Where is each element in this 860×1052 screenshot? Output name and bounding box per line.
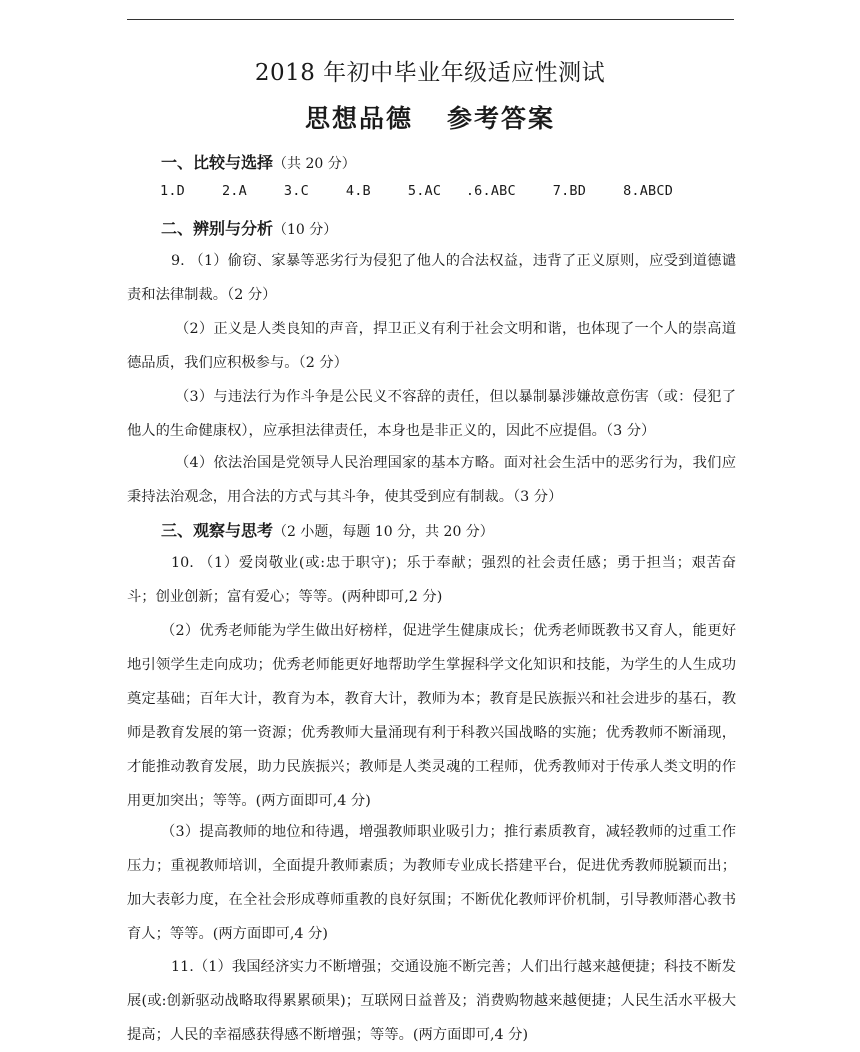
section-1-title: 一、比较与选择 <box>161 153 274 172</box>
answer-9-4: （4）依法治国是党领导人民治理国家的基本方略。面对社会生活中的恶劣行为，我们应秉持法治观念，用合法的方式与其斗争，使其受到应有制裁。（3 分） <box>127 455 736 505</box>
section-heading-2 <box>161 216 337 239</box>
section-1-note: （共 20 分） <box>273 156 356 172</box>
section-2-title: 二、辨别与分析 <box>161 219 274 238</box>
answer-9-2: （2）正义是人类良知的声音，捍卫正义有利于社会文明和谐，也体现了一个人的崇高道德品质，我们应积极参与。（2 分） <box>127 321 736 371</box>
section-heading-3 <box>161 518 494 541</box>
section-2-note: （10 分） <box>273 222 338 238</box>
answer-10-3: （3）提高教师的地位和待遇，增强教师职业吸引力；推行素质教育，减轻教师的过重工作压力；重视教师培训，全面提升教师素质；为教师专业成长搭建平台，促进优秀教师脱颖而出；加大表彰力度，在全社会形成尊师重教的良好氛围；不断优化教师评价机制，引导教师潜心教书育人；等等。(两方面即可,4 分) <box>127 824 736 942</box>
document-title: 2018 年初中毕业年级适应性测试 <box>254 60 606 86</box>
section-heading-1 <box>161 150 356 173</box>
doc-type-label: 参考答案 <box>447 104 556 133</box>
answer-9-1: 9. （1）偷窃、家暴等恶劣行为侵犯了他人的合法权益，违背了正义原则，应受到道德谴责和法律制裁。（2 分） <box>127 253 736 303</box>
answer-10-2: （2）优秀老师能为学生做出好榜样，促进学生健康成长；优秀老师既教书又育人，能更好地引领学生走向成功；优秀老师能更好地帮助学生掌握科学文化知识和技能，为学生的人生成功奠定基础；百年大计，教育为本，教育大计，教师为本；教育是民族振兴和社会进步的基石，教师是教育发展的第一资源；优秀教师大量涌现有利于科教兴国战略的实施；优秀教师不断涌现，才能推动教育发展，助力民族振兴；教师是人类灵魂的工程师，优秀教师对于传承人类文明的作用更加突出；等等。(两方面即可,4 分) <box>127 623 736 809</box>
answer-9-3: （3）与违法行为作斗争是公民义不容辞的责任，但以暴制暴涉嫌故意伤害（或：侵犯了他人的生命健康权），应承担法律责任，本身也是非正义的，因此不应提倡。（3 分） <box>127 389 736 439</box>
top-rule <box>127 19 734 20</box>
subject-label: 思想品德 <box>304 104 413 133</box>
answer-11-1: 11.（1）我国经济实力不断增强；交通设施不断完善；人们出行越来越便捷；科技不断发展(或:创新驱动战略取得累累硕果)；互联网日益普及；消费购物越来越便捷；人民生活水平极大提高；人民的幸福感获得感不断增强；等等。(两方面即可,4 分) <box>127 959 736 1043</box>
answer-10-1: 10. （1）爱岗敬业(或:忠于职守)；乐于奉献；强烈的社会责任感；勇于担当；艰苦奋斗；创业创新；富有爱心；等等。(两种即可,2 分) <box>127 555 736 605</box>
document-subtitle <box>0 99 860 135</box>
section-3-title: 三、观察与思考 <box>161 521 274 540</box>
choice-answers: 1.D 2.A 3.C 4.B 5.AC .6.ABC 7.BD 8.ABCD <box>160 183 674 199</box>
section-3-note: （2 小题，每题 10 分，共 20 分） <box>273 524 494 540</box>
